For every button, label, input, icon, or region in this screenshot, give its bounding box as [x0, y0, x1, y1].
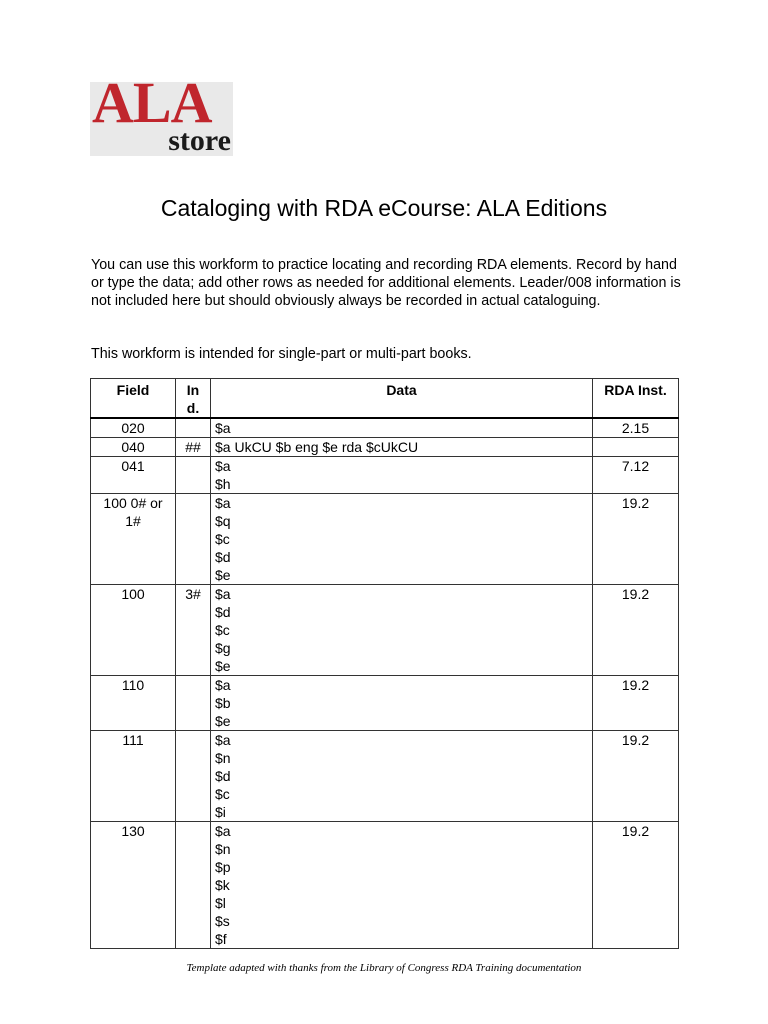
cell-data — [211, 418, 593, 438]
subfield-line: $a — [215, 458, 231, 474]
subfield-line: $b — [215, 695, 231, 711]
cell-rda-inst: 19.2 — [593, 676, 679, 731]
logo-store-text: store — [168, 124, 231, 157]
table-row — [91, 457, 679, 494]
table-row — [91, 494, 679, 585]
cell-rda-inst: 19.2 — [593, 822, 679, 949]
cell-data — [211, 457, 593, 494]
subfield-line: $a — [215, 732, 231, 748]
cell-data — [211, 676, 593, 731]
footer-note: Template adapted with thanks from the Library of Congress RDA Training documentation — [186, 962, 582, 974]
table-header-row — [91, 379, 679, 419]
cell-field: 020 — [91, 418, 176, 438]
cell-rda-inst — [593, 438, 679, 457]
subfield-line: $f — [215, 931, 227, 947]
cell-rda-inst: 2.15 — [593, 418, 679, 438]
cell-rda-inst: 19.2 — [593, 585, 679, 676]
subfield-line: $a — [215, 677, 231, 693]
cell-data — [211, 494, 593, 585]
cell-rda-inst: 19.2 — [593, 731, 679, 822]
header-data: Data — [211, 379, 593, 419]
ala-store-logo — [90, 70, 233, 157]
cell-ind: ## — [176, 438, 211, 457]
subfield-line: $d — [215, 604, 231, 620]
subfield-line: $l — [215, 895, 226, 911]
table-row — [91, 585, 679, 676]
cell-data — [211, 585, 593, 676]
cell-field: 130 — [91, 822, 176, 949]
cell-field: 100 0# or 1# — [91, 494, 176, 585]
scope-paragraph: This workform is intended for single-part or multi-part books. — [91, 346, 472, 362]
subfield-line: $g — [215, 640, 231, 656]
subfield-line: $n — [215, 841, 231, 857]
table-row — [91, 676, 679, 731]
subfield-line: $e — [215, 567, 231, 583]
subfield-line: $d — [215, 768, 231, 784]
subfield-line: $a UkCU $b eng $e rda $cUkCU — [215, 439, 419, 455]
cell-data — [211, 822, 593, 949]
cell-ind — [176, 494, 211, 585]
header-field: Field — [91, 379, 176, 419]
table-body — [91, 418, 679, 949]
cell-rda-inst: 7.12 — [593, 457, 679, 494]
cell-data — [211, 731, 593, 822]
subfield-line: $k — [215, 877, 230, 893]
subfield-line: $d — [215, 549, 231, 565]
header-ind: In d. — [176, 379, 211, 419]
cell-ind — [176, 457, 211, 494]
logo-ala-text: ALA — [92, 70, 212, 135]
subfield-line: $n — [215, 750, 231, 766]
subfield-line: $i — [215, 804, 226, 820]
subfield-line: $a — [215, 823, 231, 839]
cell-rda-inst: 19.2 — [593, 494, 679, 585]
header-rda-inst: RDA Inst. — [593, 379, 679, 419]
cell-field: 111 — [91, 731, 176, 822]
subfield-line: $c — [215, 622, 230, 638]
cell-ind — [176, 731, 211, 822]
workform-table — [90, 378, 679, 949]
cell-ind — [176, 418, 211, 438]
subfield-line: $h — [215, 476, 231, 492]
cell-ind — [176, 822, 211, 949]
cell-field: 040 — [91, 438, 176, 457]
subfield-line: $a — [215, 586, 231, 602]
cell-field: 110 — [91, 676, 176, 731]
subfield-line: $p — [215, 859, 231, 875]
intro-paragraph: You can use this workform to practice locating and recording RDA elements. Record by hand or type the data; add other rows as needed for additional elements. Leader/008 information is not included here but should obviously always be recorded in actual cataloguing. — [91, 257, 681, 309]
cell-data — [211, 438, 593, 457]
table-row — [91, 418, 679, 438]
table-row — [91, 438, 679, 457]
cell-ind: 3# — [176, 585, 211, 676]
table-row — [91, 731, 679, 822]
subfield-line: $e — [215, 658, 231, 674]
cell-ind — [176, 676, 211, 731]
subfield-line: $s — [215, 913, 230, 929]
document-title: Cataloging with RDA eCourse: ALA Editions — [160, 195, 608, 221]
subfield-line: $a — [215, 495, 231, 511]
subfield-line: $c — [215, 531, 230, 547]
subfield-line: $e — [215, 713, 231, 729]
subfield-line: $c — [215, 786, 230, 802]
subfield-line: $a — [215, 420, 231, 436]
cell-field: 100 — [91, 585, 176, 676]
cell-field: 041 — [91, 457, 176, 494]
subfield-line: $q — [215, 513, 231, 529]
table-row — [91, 822, 679, 949]
